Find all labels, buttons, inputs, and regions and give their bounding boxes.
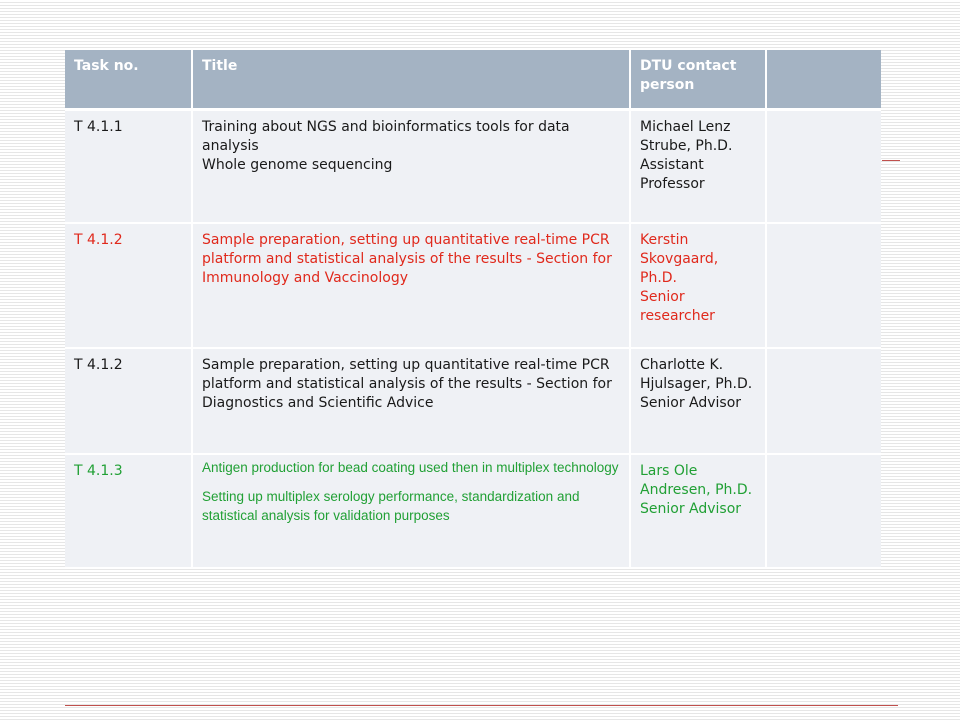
task-table xyxy=(65,50,881,569)
header-contact: DTU contact person xyxy=(631,50,767,111)
contact-cell xyxy=(631,111,767,224)
table-row xyxy=(65,455,881,569)
contact-cell xyxy=(631,224,767,349)
header-extra xyxy=(767,50,881,111)
contact-name: Charlotte K. Hjulsager, Ph.D. xyxy=(640,357,753,392)
title-text: Whole genome sequencing xyxy=(202,157,393,173)
table-row xyxy=(65,224,881,349)
table-row xyxy=(65,349,881,455)
task-number-cell: T 4.1.1 xyxy=(65,111,193,224)
empty-cell xyxy=(767,455,881,569)
contact-role: Senior researcher xyxy=(640,289,715,324)
contact-role: Senior Advisor xyxy=(640,395,742,411)
title-text: Training about NGS and bioinformatics tools for data analysis xyxy=(202,119,570,154)
title-text: Sample preparation, setting up quantitative real-time PCR platform and statistical analysis of the results - Section for Immunology and Vaccinology xyxy=(202,232,612,286)
title-cell xyxy=(193,349,631,455)
contact-name: Lars Ole Andresen, Ph.D. xyxy=(640,463,753,498)
contact-cell xyxy=(631,349,767,455)
header-title: Title xyxy=(193,50,631,111)
title-text: Sample preparation, setting up quantitative real-time PCR platform and statistical analysis of the results - Section for Diagnostics and Scientific Advice xyxy=(202,357,612,411)
empty-cell xyxy=(767,111,881,224)
contact-role: Senior Advisor xyxy=(640,501,742,517)
contact-cell xyxy=(631,455,767,569)
task-number-cell: T 4.1.2 xyxy=(65,349,193,455)
title-text: Antigen production for bead coating used then in multiplex technology xyxy=(202,460,619,475)
title-cell xyxy=(193,455,631,569)
title-cell xyxy=(193,224,631,349)
table-header-row xyxy=(65,50,881,111)
empty-cell xyxy=(767,224,881,349)
empty-cell xyxy=(767,349,881,455)
header-task-no: Task no. xyxy=(65,50,193,111)
decorative-side-line xyxy=(882,160,900,161)
contact-name: Kerstin Skovgaard, Ph.D. xyxy=(640,232,719,286)
table-row xyxy=(65,111,881,224)
contact-role: Assistant Professor xyxy=(640,157,705,192)
footer-divider xyxy=(65,705,898,706)
task-number-cell: T 4.1.3 xyxy=(65,455,193,569)
task-number-cell: T 4.1.2 xyxy=(65,224,193,349)
contact-name: Michael Lenz Strube, Ph.D. xyxy=(640,119,733,154)
title-text: Setting up multiplex serology performance, standardization and statistical analysis for validation purposes xyxy=(202,489,580,523)
title-cell xyxy=(193,111,631,224)
